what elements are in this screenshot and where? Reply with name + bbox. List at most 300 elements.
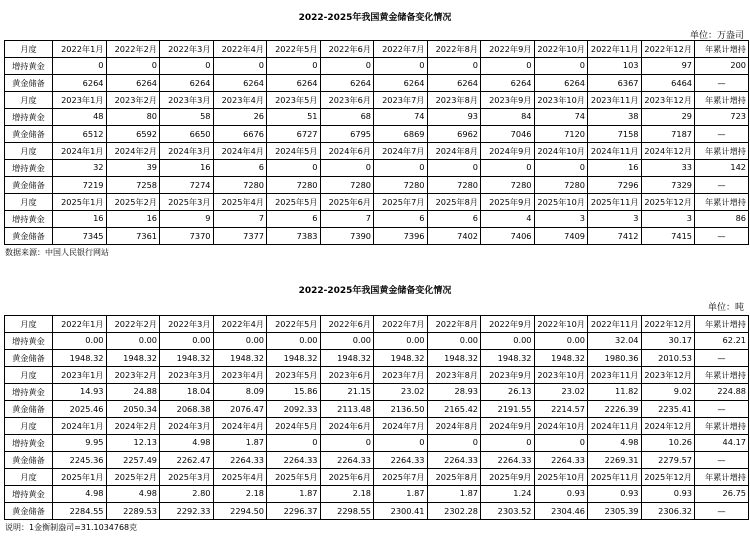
year-total: 62.21 — [695, 333, 749, 350]
add-value: 0 — [267, 160, 321, 177]
add-value: 6 — [267, 211, 321, 228]
dash-cell: — — [695, 452, 749, 469]
add-value: 21.15 — [320, 384, 374, 401]
month-header: 2022年5月 — [267, 41, 321, 58]
month-header: 2022年7月 — [374, 316, 428, 333]
add-value: 0 — [213, 58, 267, 75]
dash-cell: — — [695, 350, 749, 367]
add-value: 0.00 — [267, 333, 321, 350]
month-header: 2023年6月 — [320, 367, 374, 384]
add-value: 3 — [641, 211, 695, 228]
year-total: 44.17 — [695, 435, 749, 452]
reserve-value: 6367 — [588, 75, 642, 92]
month-header: 2025年2月 — [106, 194, 160, 211]
table-row — [5, 435, 749, 452]
reserve-value: 6264 — [481, 75, 535, 92]
header-row — [5, 41, 749, 58]
month-header: 2024年11月 — [588, 143, 642, 160]
reserve-value: 1948.32 — [481, 350, 535, 367]
reserve-value: 1948.32 — [106, 350, 160, 367]
reserve-value: 7377 — [213, 228, 267, 245]
reserve-value: 2279.57 — [641, 452, 695, 469]
month-header: 2024年3月 — [160, 418, 214, 435]
add-value: 9.02 — [641, 384, 695, 401]
add-value: 6 — [213, 160, 267, 177]
reserve-value: 7390 — [320, 228, 374, 245]
month-header: 2022年5月 — [267, 316, 321, 333]
month-label: 月度 — [5, 316, 53, 333]
add-gold-label: 增持黄金 — [5, 109, 53, 126]
reserve-value: 7280 — [213, 177, 267, 194]
add-value: 18.04 — [160, 384, 214, 401]
total-header: 年累计增持 — [695, 143, 749, 160]
table-row — [5, 177, 749, 194]
reserve-value: 6676 — [213, 126, 267, 143]
add-value: 11.82 — [588, 384, 642, 401]
month-header: 2022年7月 — [374, 41, 428, 58]
month-header: 2025年12月 — [641, 194, 695, 211]
reserve-value: 2284.55 — [53, 503, 107, 520]
month-header: 2023年2月 — [106, 92, 160, 109]
year-total: 26.75 — [695, 486, 749, 503]
reserve-value: 2113.48 — [320, 401, 374, 418]
reserve-value: 1948.32 — [320, 350, 374, 367]
add-value: 0 — [320, 160, 374, 177]
month-header: 2023年8月 — [427, 92, 481, 109]
total-header: 年累计增持 — [695, 92, 749, 109]
reserve-value: 6264 — [213, 75, 267, 92]
reserve-label: 黄金储备 — [5, 228, 53, 245]
reserve-value: 2226.39 — [588, 401, 642, 418]
reserve-value: 7046 — [481, 126, 535, 143]
add-value: 0 — [320, 58, 374, 75]
add-value: 1.87 — [213, 435, 267, 452]
month-label: 月度 — [5, 143, 53, 160]
reserve-value: 7219 — [53, 177, 107, 194]
add-value: 103 — [588, 58, 642, 75]
total-header: 年累计增持 — [695, 194, 749, 211]
reserve-value: 6962 — [427, 126, 481, 143]
reserve-value: 2264.33 — [427, 452, 481, 469]
table1-title: 2022-2025年我国黄金储备变化情况 — [298, 13, 452, 23]
month-header: 2023年7月 — [374, 92, 428, 109]
month-header: 2022年8月 — [427, 41, 481, 58]
month-header: 2023年1月 — [53, 367, 107, 384]
reserve-value: 6512 — [53, 126, 107, 143]
reserve-label: 黄金储备 — [5, 401, 53, 418]
reserve-value: 2010.53 — [641, 350, 695, 367]
add-value: 28.93 — [427, 384, 481, 401]
add-value: 0.93 — [588, 486, 642, 503]
table2 — [4, 315, 749, 520]
month-header: 2022年3月 — [160, 316, 214, 333]
add-value: 68 — [320, 109, 374, 126]
add-value: 0.00 — [427, 333, 481, 350]
add-value: 30.17 — [641, 333, 695, 350]
month-header: 2022年6月 — [320, 316, 374, 333]
table-row — [5, 452, 749, 469]
year-total: 86 — [695, 211, 749, 228]
month-header: 2024年5月 — [267, 418, 321, 435]
reserve-value: 6264 — [267, 75, 321, 92]
reserve-value: 2296.37 — [267, 503, 321, 520]
table1-unit: 单位：万盎司 — [689, 31, 744, 41]
add-value: 0 — [427, 435, 481, 452]
month-header: 2025年7月 — [374, 194, 428, 211]
reserve-label: 黄金储备 — [5, 350, 53, 367]
reserve-value: 2235.41 — [641, 401, 695, 418]
reserve-value: 6264 — [374, 75, 428, 92]
add-value: 51 — [267, 109, 321, 126]
reserve-value: 2025.46 — [53, 401, 107, 418]
month-header: 2025年9月 — [481, 194, 535, 211]
month-header: 2022年1月 — [53, 41, 107, 58]
reserve-value: 1948.32 — [213, 350, 267, 367]
dash-cell: — — [695, 503, 749, 520]
table-row — [5, 126, 749, 143]
reserve-value: 2264.33 — [481, 452, 535, 469]
month-label: 月度 — [5, 194, 53, 211]
reserve-value: 7406 — [481, 228, 535, 245]
month-header: 2025年12月 — [641, 469, 695, 486]
reserve-value: 2257.49 — [106, 452, 160, 469]
month-header: 2023年12月 — [641, 367, 695, 384]
add-value: 26.13 — [481, 384, 535, 401]
add-value: 0 — [481, 160, 535, 177]
month-header: 2022年12月 — [641, 41, 695, 58]
month-header: 2023年7月 — [374, 367, 428, 384]
month-header: 2022年2月 — [106, 41, 160, 58]
add-value: 32.04 — [588, 333, 642, 350]
reserve-value: 2245.36 — [53, 452, 107, 469]
add-value: 12.13 — [106, 435, 160, 452]
reserve-value: 6264 — [53, 75, 107, 92]
total-header: 年累计增持 — [695, 367, 749, 384]
month-header: 2022年12月 — [641, 316, 695, 333]
table-row — [5, 401, 749, 418]
add-value: 0 — [374, 160, 428, 177]
reserve-value: 2050.34 — [106, 401, 160, 418]
month-label: 月度 — [5, 41, 53, 58]
reserve-label: 黄金储备 — [5, 452, 53, 469]
year-total: 224.88 — [695, 384, 749, 401]
reserve-value: 2302.28 — [427, 503, 481, 520]
add-gold-label: 增持黄金 — [5, 486, 53, 503]
month-header: 2024年6月 — [320, 143, 374, 160]
month-header: 2025年8月 — [427, 194, 481, 211]
reserve-value: 2264.33 — [534, 452, 588, 469]
table-row — [5, 109, 749, 126]
reserve-value: 2300.41 — [374, 503, 428, 520]
add-value: 93 — [427, 109, 481, 126]
month-header: 2025年4月 — [213, 469, 267, 486]
add-value: 80 — [106, 109, 160, 126]
reserve-value: 2264.33 — [374, 452, 428, 469]
month-header: 2024年2月 — [106, 143, 160, 160]
reserve-label: 黄金储备 — [5, 75, 53, 92]
reserve-value: 1948.32 — [53, 350, 107, 367]
month-header: 2022年1月 — [53, 316, 107, 333]
table-row — [5, 211, 749, 228]
add-value: 0 — [267, 58, 321, 75]
month-header: 2023年4月 — [213, 367, 267, 384]
month-header: 2025年3月 — [160, 469, 214, 486]
reserve-value: 2269.31 — [588, 452, 642, 469]
add-gold-label: 增持黄金 — [5, 435, 53, 452]
add-value: 15.86 — [267, 384, 321, 401]
dash-cell: — — [695, 228, 749, 245]
dash-cell: — — [695, 75, 749, 92]
month-header: 2023年6月 — [320, 92, 374, 109]
month-header: 2023年5月 — [267, 367, 321, 384]
add-value: 38 — [588, 109, 642, 126]
add-value: 9.95 — [53, 435, 107, 452]
add-value: 33 — [641, 160, 695, 177]
month-header: 2024年8月 — [427, 143, 481, 160]
reserve-value: 2092.33 — [267, 401, 321, 418]
add-value: 48 — [53, 109, 107, 126]
add-value: 7 — [213, 211, 267, 228]
reserve-value: 6592 — [106, 126, 160, 143]
month-header: 2024年10月 — [534, 143, 588, 160]
add-value: 0.00 — [320, 333, 374, 350]
header-row — [5, 194, 749, 211]
add-value: 16 — [588, 160, 642, 177]
add-value: 0.00 — [534, 333, 588, 350]
add-value: 9 — [160, 211, 214, 228]
add-value: 0 — [534, 160, 588, 177]
add-value: 4.98 — [106, 486, 160, 503]
add-value: 24.88 — [106, 384, 160, 401]
reserve-value: 7280 — [427, 177, 481, 194]
month-header: 2023年12月 — [641, 92, 695, 109]
add-value: 84 — [481, 109, 535, 126]
reserve-value: 7412 — [588, 228, 642, 245]
year-total: 142 — [695, 160, 749, 177]
add-value: 4.98 — [588, 435, 642, 452]
reserve-value: 7187 — [641, 126, 695, 143]
add-value: 0.00 — [160, 333, 214, 350]
month-header: 2023年8月 — [427, 367, 481, 384]
add-value: 4.98 — [160, 435, 214, 452]
reserve-value: 2136.50 — [374, 401, 428, 418]
month-header: 2025年6月 — [320, 469, 374, 486]
reserve-value: 1948.32 — [267, 350, 321, 367]
add-value: 0 — [481, 435, 535, 452]
table1 — [4, 40, 749, 245]
reserve-value: 7402 — [427, 228, 481, 245]
reserve-value: 1948.32 — [534, 350, 588, 367]
reserve-value: 2306.32 — [641, 503, 695, 520]
table-row — [5, 384, 749, 401]
header-row — [5, 316, 749, 333]
month-header: 2024年12月 — [641, 418, 695, 435]
month-header: 2022年11月 — [588, 41, 642, 58]
reserve-value: 7345 — [53, 228, 107, 245]
month-header: 2025年8月 — [427, 469, 481, 486]
reserve-value: 6264 — [160, 75, 214, 92]
month-label: 月度 — [5, 469, 53, 486]
reserve-value: 2264.33 — [267, 452, 321, 469]
reserve-value: 2165.42 — [427, 401, 481, 418]
reserve-value: 1948.32 — [160, 350, 214, 367]
reserve-value: 2298.55 — [320, 503, 374, 520]
reserve-value: 2294.50 — [213, 503, 267, 520]
add-gold-label: 增持黄金 — [5, 160, 53, 177]
month-header: 2024年1月 — [53, 418, 107, 435]
reserve-value: 6727 — [267, 126, 321, 143]
add-value: 0.00 — [213, 333, 267, 350]
reserve-label: 黄金储备 — [5, 126, 53, 143]
add-value: 23.02 — [534, 384, 588, 401]
table-row — [5, 503, 749, 520]
reserve-value: 7415 — [641, 228, 695, 245]
add-value: 0.00 — [106, 333, 160, 350]
month-header: 2023年5月 — [267, 92, 321, 109]
month-header: 2022年4月 — [213, 316, 267, 333]
add-value: 1.87 — [427, 486, 481, 503]
add-value: 0 — [160, 58, 214, 75]
month-header: 2022年10月 — [534, 316, 588, 333]
add-value: 0 — [53, 58, 107, 75]
reserve-value: 6795 — [320, 126, 374, 143]
month-header: 2025年9月 — [481, 469, 535, 486]
add-gold-label: 增持黄金 — [5, 384, 53, 401]
reserve-value: 7280 — [267, 177, 321, 194]
add-value: 0 — [534, 58, 588, 75]
reserve-value: 7120 — [534, 126, 588, 143]
month-header: 2023年11月 — [588, 92, 642, 109]
reserve-label: 黄金储备 — [5, 177, 53, 194]
month-header: 2023年10月 — [534, 367, 588, 384]
month-header: 2022年6月 — [320, 41, 374, 58]
month-header: 2024年11月 — [588, 418, 642, 435]
month-label: 月度 — [5, 92, 53, 109]
add-value: 74 — [534, 109, 588, 126]
month-header: 2024年12月 — [641, 143, 695, 160]
month-header: 2024年5月 — [267, 143, 321, 160]
dash-cell: — — [695, 401, 749, 418]
reserve-value: 6264 — [427, 75, 481, 92]
add-value: 39 — [106, 160, 160, 177]
add-value: 3 — [588, 211, 642, 228]
month-header: 2023年9月 — [481, 367, 535, 384]
month-header: 2023年1月 — [53, 92, 107, 109]
add-value: 7 — [320, 211, 374, 228]
month-header: 2025年7月 — [374, 469, 428, 486]
month-header: 2024年1月 — [53, 143, 107, 160]
reserve-value: 2304.46 — [534, 503, 588, 520]
add-value: 6 — [427, 211, 481, 228]
table2-note: 说明：1金衡制盎司=31.1034768克 — [5, 523, 138, 532]
month-header: 2025年1月 — [53, 469, 107, 486]
add-value: 1.24 — [481, 486, 535, 503]
add-value: 97 — [641, 58, 695, 75]
reserve-value: 2264.33 — [213, 452, 267, 469]
add-value: 4.98 — [53, 486, 107, 503]
reserve-value: 2305.39 — [588, 503, 642, 520]
total-header: 年累计增持 — [695, 469, 749, 486]
month-header: 2025年11月 — [588, 194, 642, 211]
reserve-value: 7280 — [481, 177, 535, 194]
reserve-value: 6264 — [106, 75, 160, 92]
reserve-value: 7396 — [374, 228, 428, 245]
month-header: 2025年6月 — [320, 194, 374, 211]
header-row — [5, 92, 749, 109]
month-header: 2023年3月 — [160, 367, 214, 384]
table-row — [5, 333, 749, 350]
month-header: 2024年2月 — [106, 418, 160, 435]
add-value: 0 — [481, 58, 535, 75]
add-value: 0.00 — [374, 333, 428, 350]
month-header: 2023年4月 — [213, 92, 267, 109]
add-value: 58 — [160, 109, 214, 126]
add-value: 16 — [53, 211, 107, 228]
reserve-value: 2289.53 — [106, 503, 160, 520]
month-header: 2024年9月 — [481, 143, 535, 160]
table2-unit: 单位：吨 — [707, 303, 744, 313]
add-value: 0 — [374, 58, 428, 75]
reserve-value: 1948.32 — [374, 350, 428, 367]
reserve-value: 7274 — [160, 177, 214, 194]
add-value: 2.18 — [213, 486, 267, 503]
month-header: 2024年8月 — [427, 418, 481, 435]
total-header: 年累计增持 — [695, 316, 749, 333]
add-value: 0 — [106, 58, 160, 75]
reserve-value: 7329 — [641, 177, 695, 194]
reserve-value: 2191.55 — [481, 401, 535, 418]
reserve-value: 2214.57 — [534, 401, 588, 418]
month-header: 2022年9月 — [481, 41, 535, 58]
month-header: 2024年7月 — [374, 143, 428, 160]
reserve-value: 7296 — [588, 177, 642, 194]
add-value: 6 — [374, 211, 428, 228]
header-row — [5, 418, 749, 435]
header-row — [5, 367, 749, 384]
table-row — [5, 58, 749, 75]
month-header: 2023年10月 — [534, 92, 588, 109]
add-value: 16 — [106, 211, 160, 228]
month-header: 2024年7月 — [374, 418, 428, 435]
month-header: 2025年5月 — [267, 194, 321, 211]
month-header: 2022年2月 — [106, 316, 160, 333]
add-value: 8.09 — [213, 384, 267, 401]
month-header: 2022年8月 — [427, 316, 481, 333]
reserve-value: 7280 — [320, 177, 374, 194]
add-value: 26 — [213, 109, 267, 126]
reserve-value: 7383 — [267, 228, 321, 245]
total-header: 年累计增持 — [695, 41, 749, 58]
month-label: 月度 — [5, 418, 53, 435]
add-gold-label: 增持黄金 — [5, 333, 53, 350]
reserve-value: 6464 — [641, 75, 695, 92]
table-row — [5, 160, 749, 177]
reserve-value: 1980.36 — [588, 350, 642, 367]
month-header: 2025年2月 — [106, 469, 160, 486]
add-value: 16 — [160, 160, 214, 177]
add-value: 23.02 — [374, 384, 428, 401]
add-value: 4 — [481, 211, 535, 228]
add-value: 0 — [534, 435, 588, 452]
month-header: 2023年11月 — [588, 367, 642, 384]
month-header: 2025年11月 — [588, 469, 642, 486]
add-value: 3 — [534, 211, 588, 228]
month-header: 2025年3月 — [160, 194, 214, 211]
reserve-value: 7280 — [534, 177, 588, 194]
reserve-value: 2303.52 — [481, 503, 535, 520]
table-row — [5, 75, 749, 92]
add-value: 29 — [641, 109, 695, 126]
